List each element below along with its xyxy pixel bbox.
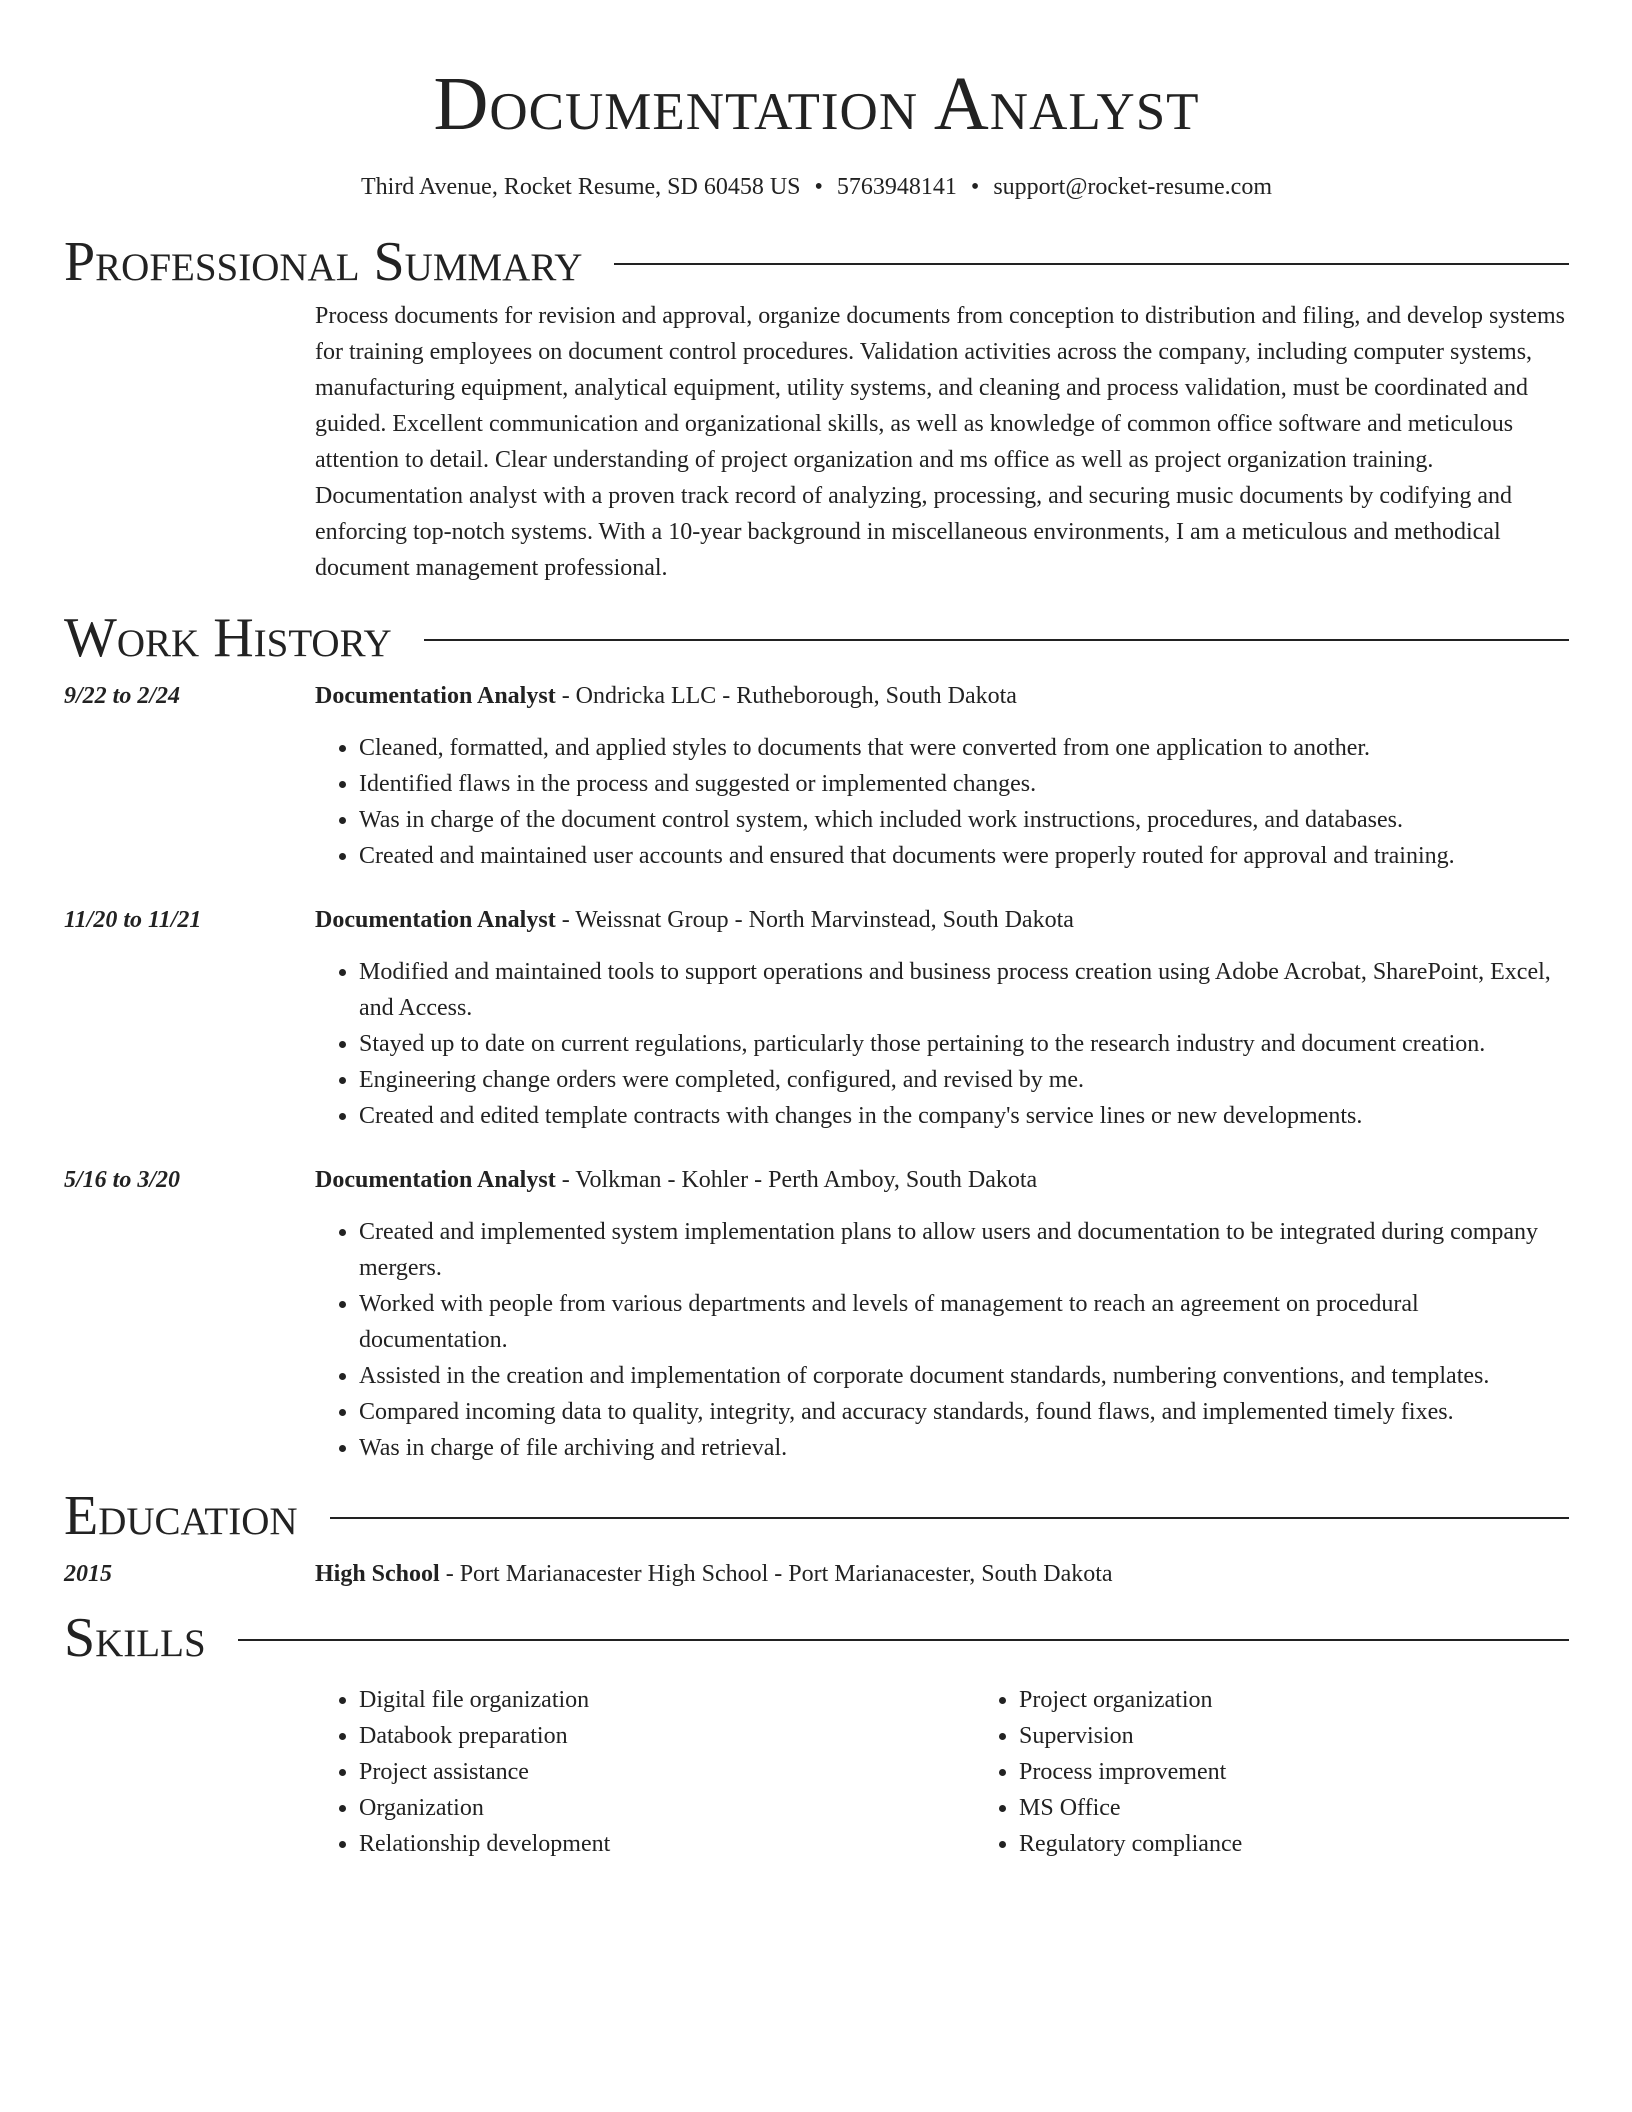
job-bullets bbox=[315, 954, 1569, 1134]
education-section-header bbox=[64, 1480, 1569, 1552]
summary-section-header bbox=[64, 226, 1569, 298]
job-dates: 9/22 to 2/24 bbox=[64, 683, 181, 709]
job-role: Documentation Analyst bbox=[315, 907, 556, 933]
job-title-line bbox=[315, 680, 1569, 712]
skill-item: • Relationship development bbox=[359, 1826, 975, 1862]
skill-item: • Project assistance bbox=[359, 1754, 975, 1790]
work-section-title: Work History bbox=[64, 607, 392, 669]
job-bullets bbox=[315, 730, 1569, 874]
job-bullet: • Compared incoming data to quality, integrity, and accuracy standards, found flaws, and implemented timely fixes. bbox=[359, 1394, 1569, 1430]
job-bullet: • Modified and maintained tools to support operations and business process creation using Adobe Acrobat, SharePoint, Excel, and Access. bbox=[359, 954, 1569, 1026]
contact-address: Third Avenue, Rocket Resume, SD 60458 US bbox=[360, 174, 801, 200]
job-title-line bbox=[315, 1164, 1569, 1196]
job-company: - Weissnat Group - North Marvinstead, South Dakota bbox=[555, 907, 1074, 933]
skill-item: • Process improvement bbox=[1019, 1754, 1632, 1790]
work-section-header bbox=[64, 602, 1569, 674]
summary-row bbox=[64, 298, 1569, 586]
skill-item: • Organization bbox=[359, 1790, 975, 1826]
education-degree: High School bbox=[315, 1561, 440, 1587]
summary-section-title: Professional Summary bbox=[64, 231, 583, 293]
skills-row bbox=[64, 1682, 1569, 1862]
contact-separator: • bbox=[814, 174, 823, 200]
job-bullet: • Was in charge of file archiving and retrieval. bbox=[359, 1430, 1569, 1466]
skill-item: • Supervision bbox=[1019, 1718, 1632, 1754]
contact-email: support@rocket-resume.com bbox=[993, 174, 1272, 200]
job-role: Documentation Analyst bbox=[315, 1167, 556, 1193]
section-divider bbox=[238, 1639, 1569, 1641]
skills-column-right bbox=[975, 1682, 1632, 1862]
skills-list bbox=[315, 1682, 1632, 1862]
resume-name: Documentation Analyst bbox=[433, 62, 1200, 146]
contact-separator: • bbox=[970, 174, 980, 200]
education-school: - Port Marianacester High School - Port Marianacester, South Dakota bbox=[439, 1561, 1113, 1587]
education-entry bbox=[64, 1558, 1569, 1590]
skill-item: • MS Office bbox=[1019, 1790, 1632, 1826]
job-bullet: • Identified flaws in the process and suggested or implemented changes. bbox=[359, 766, 1569, 802]
job-bullet: • Cleaned, formatted, and applied styles to documents that were converted from one application to another. bbox=[359, 730, 1569, 766]
education-line bbox=[315, 1558, 1569, 1590]
section-divider bbox=[614, 263, 1569, 265]
skills-column-left bbox=[315, 1682, 975, 1862]
job-dates: 5/16 to 3/20 bbox=[64, 1167, 181, 1193]
skill-item: • Databook preparation bbox=[359, 1718, 975, 1754]
section-divider bbox=[424, 639, 1569, 641]
skills-section-header bbox=[64, 1602, 1569, 1674]
contact-line bbox=[64, 172, 1569, 202]
job-entry bbox=[64, 680, 1569, 874]
job-bullet: • Created and edited template contracts with changes in the company's service lines or new developments. bbox=[359, 1098, 1569, 1134]
education-year: 2015 bbox=[64, 1561, 112, 1587]
education-section-title: Education bbox=[64, 1485, 298, 1547]
job-bullet: • Worked with people from various departments and levels of management to reach an agreement on procedural documentation. bbox=[359, 1286, 1569, 1358]
job-bullets bbox=[315, 1214, 1569, 1466]
section-divider bbox=[330, 1517, 1569, 1519]
job-bullet: • Assisted in the creation and implementation of corporate document standards, numbering conventions, and templates. bbox=[359, 1358, 1569, 1394]
resume-page bbox=[64, 0, 1569, 1862]
job-entry bbox=[64, 904, 1569, 1134]
skill-item: • Project organization bbox=[1019, 1682, 1632, 1718]
job-bullet: • Created and maintained user accounts and ensured that documents were properly routed for approval and training. bbox=[359, 838, 1569, 874]
skills-section-title: Skills bbox=[64, 1607, 206, 1669]
job-bullet: • Stayed up to date on current regulations, particularly those pertaining to the research industry and document creation. bbox=[359, 1026, 1569, 1062]
job-role: Documentation Analyst bbox=[315, 683, 556, 709]
job-entry bbox=[64, 1164, 1569, 1466]
skill-item: • Digital file organization bbox=[359, 1682, 975, 1718]
job-title-line bbox=[315, 904, 1569, 936]
job-bullet: • Engineering change orders were completed, configured, and revised by me. bbox=[359, 1062, 1569, 1098]
contact-phone: 5763948141 bbox=[836, 174, 957, 200]
skill-item: • Regulatory compliance bbox=[1019, 1826, 1632, 1862]
job-dates: 11/20 to 11/21 bbox=[64, 907, 202, 933]
job-bullet: • Was in charge of the document control system, which included work instructions, procedures, and databases. bbox=[359, 802, 1569, 838]
job-bullet: • Created and implemented system implementation plans to allow users and documentation to be integrated during company mergers. bbox=[359, 1214, 1569, 1286]
summary-text: Process documents for revision and approval, organize documents from conception to distribution and filing, and develop systems for training employees on document control procedures. Validation activities across the company, including computer systems, manufacturing equipment, analytical equipment, utility systems, and cleaning and process validation, must be coordinated and guided. Excellent communication and organizational skills, as well as knowledge of common office software and meticulous attention to detail. Clear understanding of project organization and ms office as well as project organization training. Documentation analyst with a proven track record of analyzing, processing, and securing music documents by codifying and enforcing top-notch systems. With a 10-year background in miscellaneous environments, I am a meticulous and methodical document management professional. bbox=[315, 303, 1565, 581]
job-company: - Volkman - Kohler - Perth Amboy, South Dakota bbox=[555, 1167, 1038, 1193]
job-company: - Ondricka LLC - Rutheborough, South Dakota bbox=[555, 683, 1017, 709]
